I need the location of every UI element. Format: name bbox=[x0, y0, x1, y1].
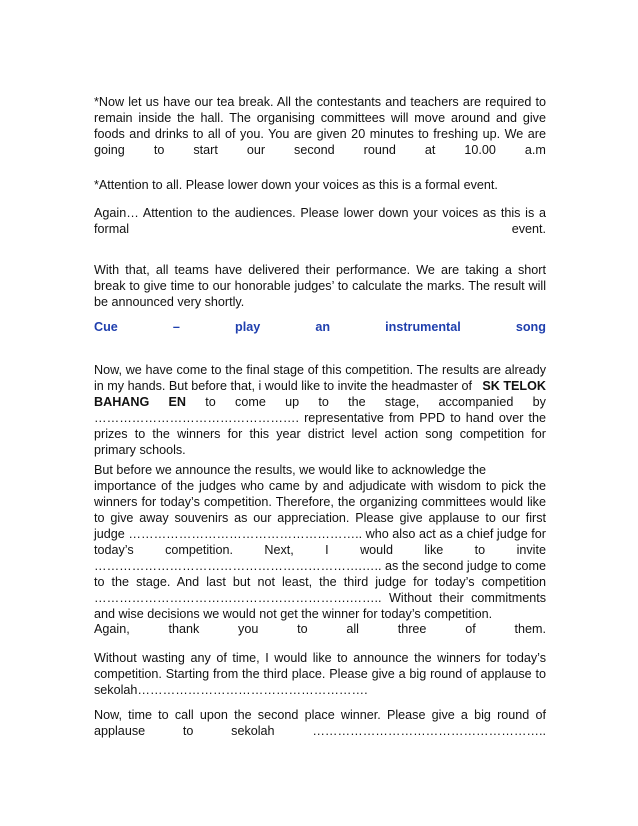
word: invite bbox=[516, 543, 546, 557]
text-line: be announced very shortly. bbox=[94, 295, 245, 309]
word: to bbox=[297, 622, 308, 636]
word: competition. bbox=[165, 543, 233, 557]
text-line: Now, we have come to the final stage of this competition. The results are already bbox=[94, 363, 546, 377]
text-line: But before we announce the results, we would like to acknowledge the bbox=[94, 463, 487, 477]
word: – bbox=[172, 320, 180, 334]
word: formal bbox=[94, 222, 129, 236]
text-segment: in my hands. But before that, i would like to invite the headmaster of bbox=[94, 379, 473, 393]
word: accompanied bbox=[438, 395, 514, 409]
word: thank bbox=[168, 622, 200, 636]
text-line: break to give time to our honorable judges’ to calculate the marks. The result will bbox=[94, 279, 546, 293]
word: today’s bbox=[94, 543, 134, 557]
justified-line bbox=[94, 621, 546, 637]
text-line: to give away souvenirs as our appreciation. Please give applause to our first bbox=[94, 511, 546, 525]
attention-paragraph bbox=[94, 177, 546, 193]
school-name-bold: EN bbox=[168, 395, 187, 409]
justified-line bbox=[94, 319, 546, 335]
word: to bbox=[153, 143, 165, 157]
text-line: to the stage. And last but not least, the third judge for today’s competition bbox=[94, 575, 546, 589]
justified-line bbox=[94, 378, 546, 394]
word: play bbox=[235, 320, 261, 334]
text-line: *Now let us have our tea break. All the contestants and teachers are required to bbox=[94, 95, 546, 109]
word: start bbox=[193, 143, 218, 157]
text-line: primary schools. bbox=[94, 443, 186, 457]
word: ……………………………………………….. bbox=[312, 724, 546, 738]
justified-line bbox=[94, 221, 546, 237]
word: to bbox=[318, 395, 329, 409]
souvenirs-paragraph bbox=[94, 462, 546, 622]
text-line: *Attention to all. Please lower down your voices as this is a formal event. bbox=[94, 178, 498, 192]
word: the bbox=[348, 395, 366, 409]
text-line: remain inside the hall. The organising committees will move around and give bbox=[94, 111, 546, 125]
text-line: With that, all teams have delivered their performance. We are taking a short bbox=[94, 263, 546, 277]
tea-break-paragraph bbox=[94, 94, 546, 158]
word: to bbox=[182, 724, 194, 738]
justified-line bbox=[94, 142, 546, 158]
word: round bbox=[363, 143, 396, 157]
word: at bbox=[424, 143, 436, 157]
justified-line bbox=[94, 394, 546, 410]
text-line: …………………………………………………….…….. Without their commitments bbox=[94, 591, 546, 605]
word: would bbox=[360, 543, 393, 557]
text-line: sekolah………………………………………………. bbox=[94, 683, 368, 697]
text-line: judge ……………………………………………….. who also act as a chief judge for bbox=[94, 527, 546, 541]
word: them. bbox=[514, 622, 546, 636]
word: our bbox=[246, 143, 266, 157]
word: three bbox=[397, 622, 427, 636]
word: song bbox=[515, 320, 546, 334]
word: a.m bbox=[524, 143, 546, 157]
text-line: …………………………………………. representative from PPD to hand over the bbox=[94, 411, 546, 425]
word: I bbox=[325, 543, 329, 557]
word: to bbox=[205, 395, 216, 409]
word: instrumental bbox=[385, 320, 461, 334]
text-line: importance of the judges who came by and adjudicate with wisdom to pick the bbox=[94, 479, 546, 493]
word: like bbox=[424, 543, 444, 557]
word: all bbox=[346, 622, 359, 636]
justified-line bbox=[94, 723, 546, 739]
word: second bbox=[294, 143, 335, 157]
word: applause bbox=[94, 724, 146, 738]
cue-line bbox=[94, 319, 546, 335]
justified-line bbox=[94, 542, 546, 558]
word: Next, bbox=[264, 543, 294, 557]
word: sekolah bbox=[231, 724, 275, 738]
attention-again-paragraph bbox=[94, 205, 546, 237]
text-line: Again… Attention to the audiences. Please lower down your voices as this is a bbox=[94, 206, 546, 220]
text-line: winners for today’s competition. Therefore, the organizing committees would like bbox=[94, 495, 546, 509]
word: event. bbox=[511, 222, 546, 236]
thanks-line bbox=[94, 621, 546, 637]
text-line: ……………………………………………………….….. as the second judge to come bbox=[94, 559, 546, 573]
word: come bbox=[235, 395, 266, 409]
school-name-bold: BAHANG bbox=[94, 395, 150, 409]
word: Again, bbox=[94, 622, 130, 636]
second-place-paragraph bbox=[94, 707, 546, 739]
third-place-paragraph bbox=[94, 650, 546, 698]
word: by bbox=[532, 395, 546, 409]
text-line: prizes to the winners for this year district level action song competition for bbox=[94, 427, 546, 441]
text-line: competition. Starting from the third place. Please give a big round of applause to bbox=[94, 667, 546, 681]
word: you bbox=[238, 622, 259, 636]
word: of bbox=[465, 622, 476, 636]
short-break-paragraph bbox=[94, 262, 546, 310]
text-line: Now, time to call upon the second place winner. Please give a big round of bbox=[94, 708, 546, 722]
final-stage-paragraph bbox=[94, 362, 546, 458]
word: up bbox=[285, 395, 300, 409]
word: to bbox=[474, 543, 486, 557]
text-line: Without wasting any of time, I would like to announce the winners for today’s bbox=[94, 651, 546, 665]
school-name-bold: SK TELOK bbox=[482, 379, 546, 393]
text-line: and wise decisions we would not get the winner for today’s competition. bbox=[94, 607, 493, 621]
word: 10.00 bbox=[464, 143, 496, 157]
word: Cue bbox=[94, 320, 118, 334]
word: stage, bbox=[384, 395, 420, 409]
text-line: foods and drinks to all of you. You are given 20 minutes to freshing up. We are bbox=[94, 127, 546, 141]
word: going bbox=[94, 143, 125, 157]
word: an bbox=[315, 320, 331, 334]
